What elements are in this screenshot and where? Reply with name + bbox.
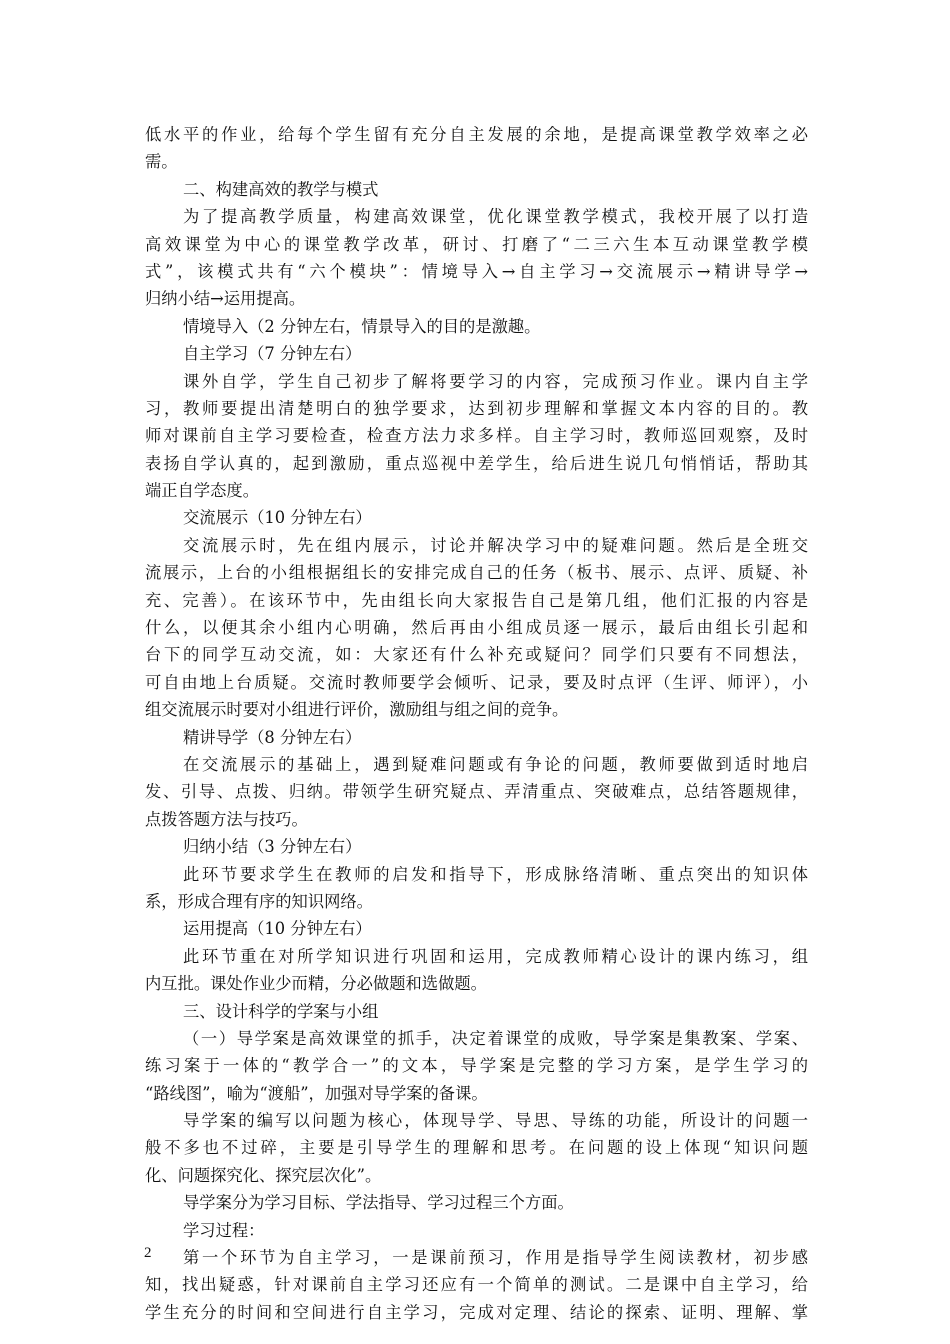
step-heading: 运用提高（10 分钟左右） [183, 919, 372, 939]
body-line: 第一个环节为自主学习，一是课前预习，作用是指导学生阅读教材，初步感 [183, 1248, 808, 1268]
step-heading: 情境导入（2 分钟左右，情景导入的目的是激趣。 [183, 316, 541, 336]
body-line: 归纳小结→运用提高。 [145, 289, 306, 309]
body-line: 此环节重在对所学知识进行巩固和运用，完成教师精心设计的课内练习，组 [183, 946, 808, 966]
body-line: 导学案的编写以问题为核心，体现导学、导思、导练的功能，所设计的问题一 [183, 1111, 808, 1131]
body-line: 学习过程： [183, 1220, 265, 1240]
body-line: 表扬自学认真的，起到激励，重点巡视中差学生，给后进生说几句悄悄话，帮助其 [145, 453, 808, 473]
body-line: “路线图”，喻为“渡船”，加强对导学案的备课。 [145, 1083, 488, 1103]
body-line: 般不多也不过碎，主要是引导学生的理解和思考。在问题的设上体现“知识问题 [145, 1138, 808, 1158]
body-line: 端正自学态度。 [145, 481, 259, 501]
body-line: 在交流展示的基础上，遇到疑难问题或有争论的问题，教师要做到适时地启 [183, 754, 808, 774]
body-line: 化、问题探究化、探究层次化”。 [145, 1165, 382, 1185]
step-heading: 归纳小结（3 分钟左右） [183, 837, 362, 857]
body-line: 式”，该模式共有“六个模块”：情境导入→自主学习→交流展示→精讲导学→ [145, 261, 808, 281]
body-line: 课外自学，学生自己初步了解将要学习的内容，完成预习作业。课内自主学 [183, 371, 808, 391]
document-body [145, 121, 808, 1326]
body-line: 低水平的作业，给每个学生留有充分自主发展的余地，是提高课堂教学效率之必 [145, 125, 808, 144]
page-number: 2 [144, 1245, 152, 1261]
body-line: 交流展示时，先在组内展示，讨论并解决学习中的疑难问题。然后是全班交 [183, 535, 808, 555]
body-line: 充、完善）。在该环节中，先由组长向大家报告自己是第几组，他们汇报的内容是 [145, 590, 808, 610]
body-line: 需。 [145, 152, 178, 172]
body-line: 高效课堂为中心的课堂教学改革，研讨、打磨了“二三六生本互动课堂教学模 [145, 234, 808, 254]
step-heading: 自主学习（7 分钟左右） [183, 344, 362, 364]
body-line: 练习案于一体的“教学合一”的文本，导学案是完整的学习方案，是学生学习的 [145, 1056, 808, 1076]
body-line: 可自由地上台质疑。交流时教师要学会倾听、记录，要及时点评（生评、师评），小 [145, 672, 808, 692]
step-heading: 交流展示（10 分钟左右） [183, 508, 372, 528]
body-line: 台下的同学互动交流，如：大家还有什么补充或疑问？同学们只要有不同想法， [145, 645, 808, 665]
section-heading: 二、构建高效的教学与模式 [183, 179, 379, 199]
body-line: 点拨答题方法与技巧。 [145, 809, 308, 829]
section-heading: 三、设计科学的学案与小组 [183, 1001, 379, 1021]
body-line: 为了提高教学质量，构建高效课堂，优化课堂教学模式，我校开展了以打造 [183, 207, 808, 227]
body-line: 内互批。课处作业少而精，分必做题和选做题。 [145, 974, 487, 994]
body-line: 此环节要求学生在教师的启发和指导下，形成脉络清晰、重点突出的知识体 [183, 864, 808, 884]
body-line: 什么，以便其余小组内心明确，然后再由小组成员逐一展示，最后由组长引起和 [145, 618, 808, 638]
body-line: 系，形成合理有序的知识网络。 [145, 891, 373, 911]
body-line: 习，教师要提出清楚明白的独学要求，达到初步理解和掌握文本内容的目的。教 [145, 398, 808, 418]
body-line: 组交流展示时要对小组进行评价，激励组与组之间的竞争。 [145, 700, 569, 720]
body-line: 流展示，上台的小组根据组长的安排完成自己的任务（板书、展示、点评、质疑、补 [145, 563, 808, 583]
body-line: （一）导学案是高效课堂的抓手，决定着课堂的成败，导学案是集教案、学案、 [183, 1028, 808, 1048]
step-heading: 精讲导学（8 分钟左右） [183, 727, 362, 747]
body-line: 导学案分为学习目标、学法指导、学习过程三个方面。 [183, 1193, 574, 1213]
body-line: 知，找出疑惑，针对课前自主学习还应有一个简单的测试。二是课中自主学习，给 [145, 1275, 808, 1295]
body-line: 学生充分的时间和空间进行自主学习，完成对定理、结论的探索、证明、理解、掌 [145, 1302, 808, 1322]
body-line: 师对课前自主学习要检查，检查方法力求多样。自主学习时，教师巡回观察，及时 [145, 426, 808, 446]
body-line: 发、引导、点拨、归纳。带领学生研究疑点、弄清重点、突破难点，总结答题规律， [145, 782, 808, 802]
